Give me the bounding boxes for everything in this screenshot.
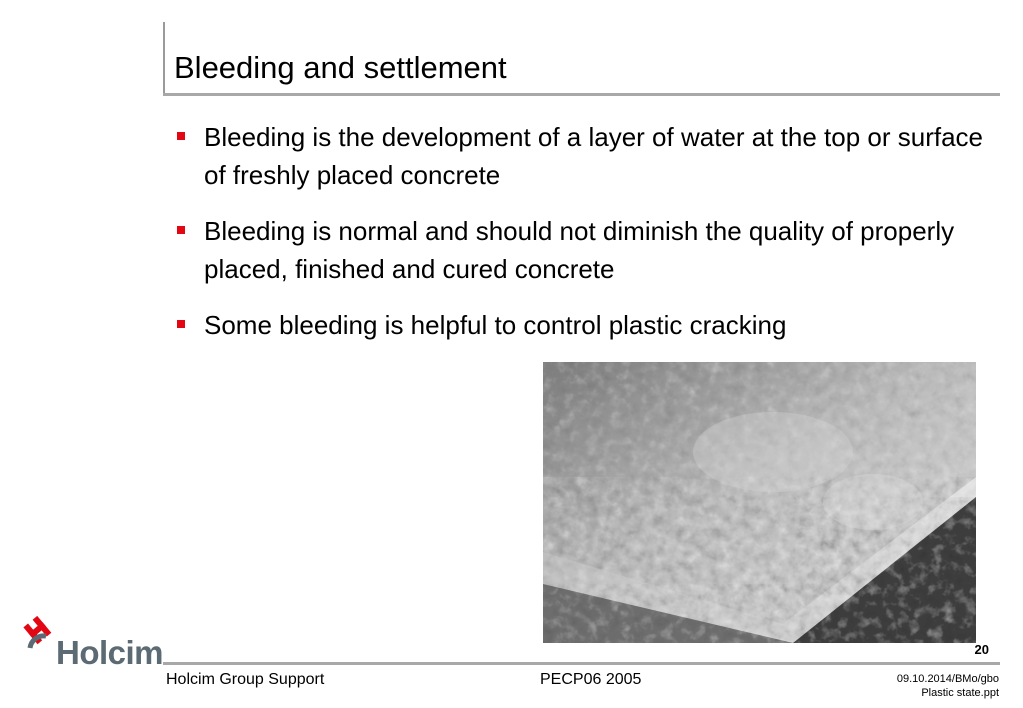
bullet-item — [177, 306, 997, 344]
title-vertical-rule — [163, 22, 165, 95]
bullet-list — [177, 118, 997, 362]
footer-rule — [163, 662, 1000, 665]
bullet-marker-icon — [177, 132, 185, 140]
bullet-item — [177, 212, 997, 288]
slide-title: Bleeding and settlement — [174, 50, 507, 85]
footer-date-line: 09.10.2014/BMo/gbo — [896, 673, 999, 685]
footer-center-text: PECP06 2005 — [540, 671, 642, 688]
bullet-marker-icon — [177, 320, 185, 328]
footer-right-text — [897, 672, 999, 700]
bullet-text: Some bleeding is helpful to control plastic cracking — [204, 310, 787, 340]
concrete-slab-image — [543, 362, 976, 643]
page-number: 20 — [974, 642, 989, 657]
title-horizontal-rule — [163, 93, 1000, 96]
footer-left-text: Holcim Group Support — [166, 671, 325, 688]
footer-filename-line: Plastic state.ppt — [921, 687, 999, 699]
bullet-marker-icon — [177, 226, 185, 234]
bullet-text: Bleeding is normal and should not diminish the quality of properly placed, finished and cured concrete — [204, 216, 955, 284]
bullet-text: Bleeding is the development of a layer of water at the top or surface of freshly placed concrete — [204, 122, 984, 190]
logo-wordmark: Holcim — [56, 634, 164, 671]
bullet-item — [177, 118, 997, 194]
concrete-bleeding-photo — [543, 362, 976, 643]
